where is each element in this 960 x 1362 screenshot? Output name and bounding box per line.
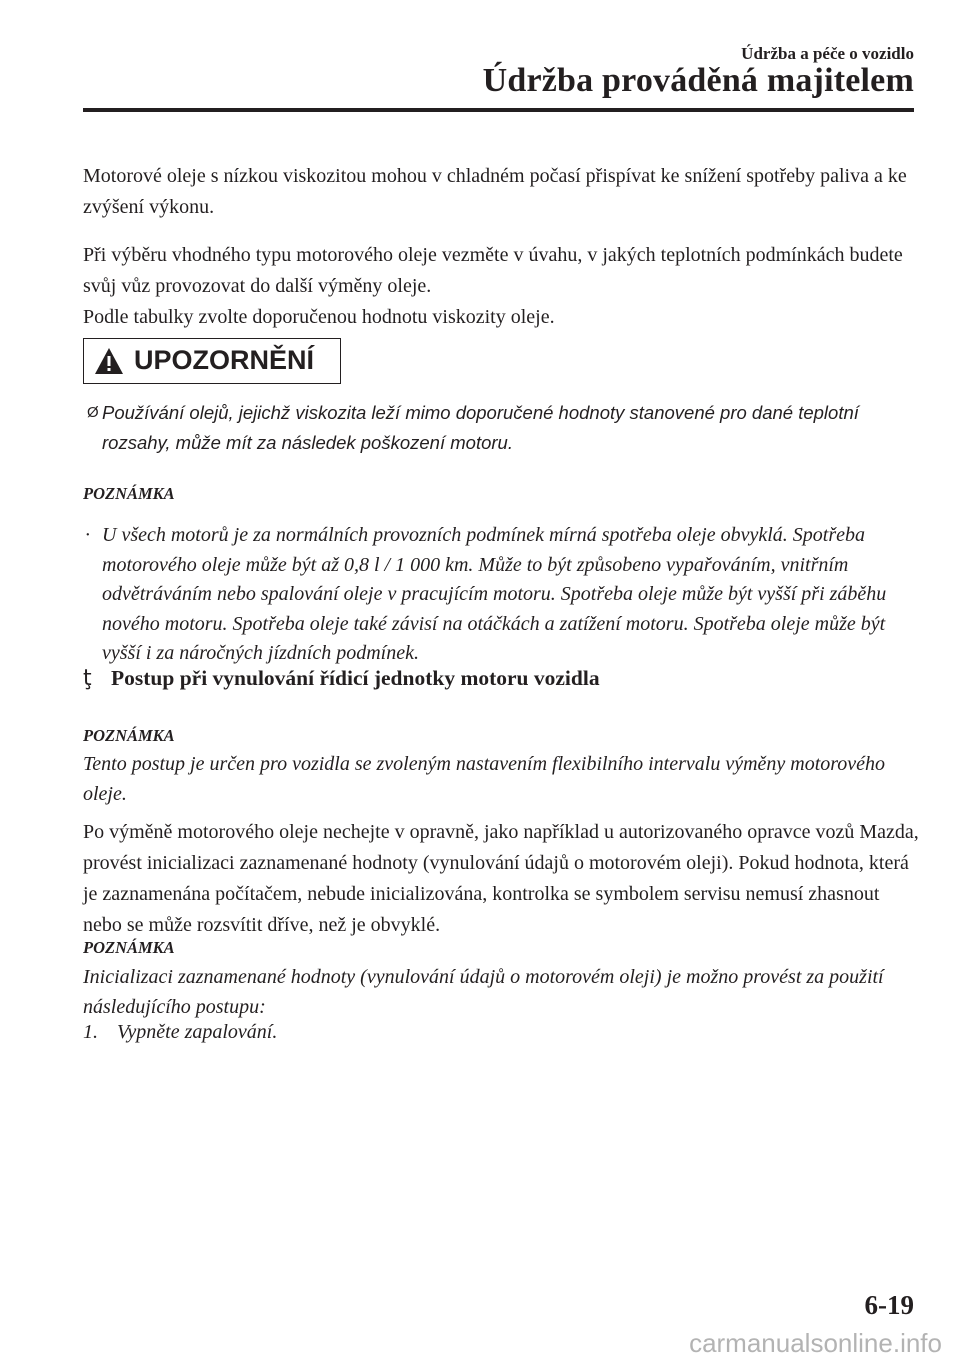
caution-text: Používání olejů, jejichž viskozita leží mimo doporučené hodnoty stanovené pro dané teplotní rozsahy, může mít za následek poškození motoru. — [102, 402, 859, 453]
warning-triangle-icon — [94, 347, 124, 375]
note-label: POZNÁMKA — [83, 484, 175, 503]
section-marker-icon: ţ — [83, 666, 92, 691]
section-heading-text: Postup při vynulování řídicí jednotky motoru vozidla — [111, 666, 600, 690]
caution-box — [83, 338, 341, 384]
paragraph-workshop-reset: Po výměně motorového oleje nechejte v opravně, jako například u autorizovaného opravce vozů Mazda, provést inicializaci zaznamenané hodnoty (vynulování údajů o motorovém oleji). Pokud hodnota, která je zaznamenána počítačem, nebude inicializována, kontrolka se symbolem servisu nemusí zhasnout nebo se může rozsvítit dříve, než je obvyklé. — [83, 821, 919, 936]
bullet-dot: · — [85, 524, 90, 546]
step-item — [83, 1021, 277, 1044]
paragraph-block — [83, 240, 923, 333]
caution-label: UPOZORNĚNÍ — [134, 345, 315, 375]
step-text: Vypněte zapalování. — [117, 1021, 278, 1043]
caution-item — [83, 398, 903, 458]
note-label: POZNÁMKA — [83, 938, 175, 957]
section-heading — [83, 666, 600, 691]
note-flexible-interval-text: Tento postup je určen pro vozidla se zvoleným nastavením flexibilního intervalu výměny motorového oleje. — [83, 753, 886, 805]
chapter-title: Údržba a péče o vozidlo — [741, 44, 914, 63]
note-reset-procedure-text: Inicializaci zaznamenané hodnoty (vynulování údajů o motorovém oleji) je možno provést za použití následujícího postupu: — [83, 966, 884, 1018]
note-bullet-item — [83, 521, 923, 669]
paragraph-table: Podle tabulky zvolte doporučenou hodnotu viskozity oleje. — [83, 306, 555, 328]
header-rule — [83, 108, 914, 112]
arrow-bullet-icon: Ø — [87, 404, 99, 421]
section-title: Údržba prováděná majitelem — [482, 62, 914, 99]
note-label: POZNÁMKA — [83, 726, 175, 745]
step-number: 1. — [83, 1021, 98, 1043]
watermark: carmanualsonline.info — [689, 1328, 942, 1358]
note-oil-consumption-text: U všech motorů je za normálních provozních podmínek mírná spotřeba oleje obvyklá. Spotřeba motorového oleje může být až 0,8 l / 1 000 km. Může to být způsobeno vypařováním, vnitřním odvětráváním nebo spalování oleje v pracujícím motoru. Spotřeba oleje může být vyšší při záběhu nového motoru. Spotřeba oleje také závisí na otáčkách a zatížení motoru. Spotřeba oleje může být vyšší i za náročných jízdních podmínek. — [102, 524, 887, 664]
page-number: 6-19 — [864, 1290, 914, 1320]
paragraph-selection: Při výběru vhodného typu motorového oleje vezměte v úvahu, v jakých teplotních podmínkách budete svůj vůz provozovat do další výměny oleje. — [83, 244, 903, 297]
paragraph-low-viscosity: Motorové oleje s nízkou viskozitou mohou v chladném počasí přispívat ke snížení spotřeby paliva a ke zvýšení výkonu. — [83, 165, 907, 218]
